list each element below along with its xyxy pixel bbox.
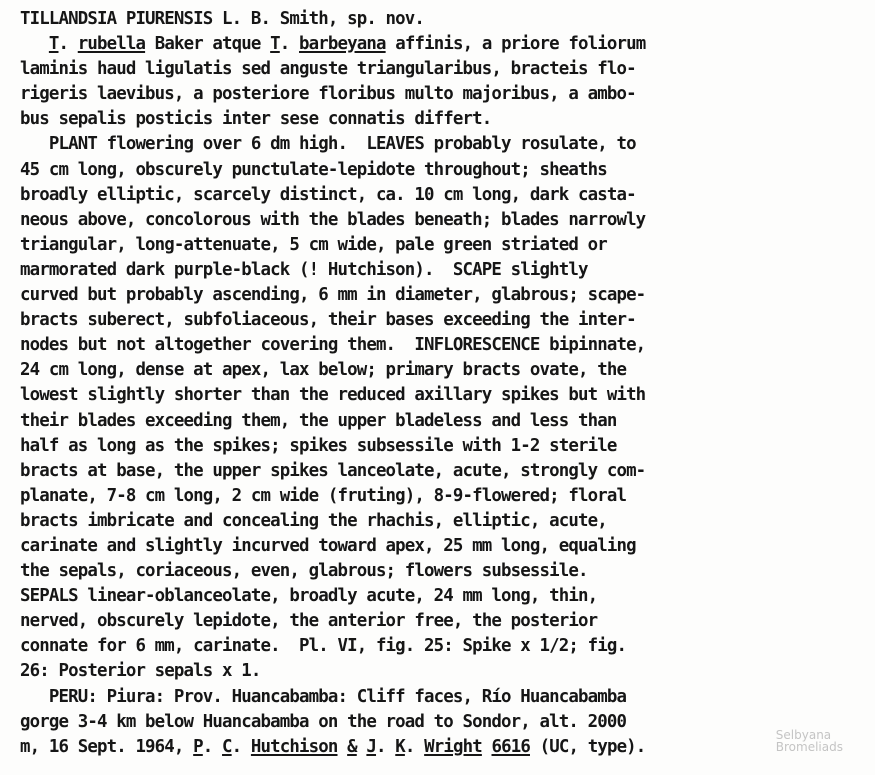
text-segment: planate, 7-8 cm long, 2 cm wide (fruting), 8-9-flowered; floral xyxy=(20,485,627,506)
underlined-text: K xyxy=(395,736,405,757)
text-line xyxy=(20,659,870,684)
text-line xyxy=(20,534,870,559)
text-line xyxy=(20,183,870,208)
text-segment: bracts at base, the upper spikes lanceolate, acute, strongly com- xyxy=(20,460,646,481)
text-line xyxy=(20,484,870,509)
text-segment: curved but probably ascending, 6 mm in diameter, glabrous; scape- xyxy=(20,285,646,306)
text-segment: 45 cm long, obscurely punctulate-lepidote throughout; sheaths xyxy=(20,159,607,180)
text-segment: PERU: Piura: Prov. Huancabamba: Cliff faces, Río Huancabamba xyxy=(20,686,627,707)
underlined-text: T xyxy=(48,34,59,55)
text-line xyxy=(20,685,870,710)
text-segment xyxy=(482,737,492,757)
text-line xyxy=(20,584,870,609)
text-line xyxy=(20,710,870,735)
underlined-text: P xyxy=(193,736,203,757)
text-segment xyxy=(357,737,367,757)
text-segment: 26: Posterior sepals x 1. xyxy=(20,661,261,682)
text-segment: 24 cm long, dense at apex, lax below; primary bracts ovate, the xyxy=(20,360,627,381)
text-line xyxy=(20,634,870,659)
underlined-text: T xyxy=(270,34,280,55)
text-segment: PLANT flowering over 6 dm high. LEAVES probably rosulate, to xyxy=(20,134,636,155)
text-line xyxy=(20,509,870,534)
watermark-line-2: Bromeliads xyxy=(775,740,843,754)
text-segment: bracts imbricate and concealing the rhachis, elliptic, acute, xyxy=(20,510,607,531)
text-segment: . xyxy=(231,736,251,757)
text-line xyxy=(20,735,870,760)
text-segment: rigeris laevibus, a posteriore floribus multo majoribus, a ambo- xyxy=(20,84,636,105)
text-line xyxy=(20,107,870,132)
text-segment: triangular, long-attenuate, 5 cm wide, pale green striated or xyxy=(20,234,607,255)
underlined-text: rubella xyxy=(77,34,146,55)
text-segment: . xyxy=(58,34,78,55)
text-segment: gorge 3-4 km below Huancabamba on the road to Sondor, alt. 2000 xyxy=(20,711,627,732)
text-line xyxy=(20,158,870,183)
underlined-text: 6616 xyxy=(491,736,530,757)
text-segment: . xyxy=(376,736,396,757)
watermark xyxy=(776,729,843,753)
text-segment: SEPALS linear-oblanceolate, broadly acute, 24 mm long, thin, xyxy=(20,586,598,607)
text-segment: lowest slightly shorter than the reduced axillary spikes but with xyxy=(20,385,646,406)
species-description-text xyxy=(20,7,870,760)
underlined-text: & xyxy=(347,736,357,757)
text-line xyxy=(20,308,870,333)
text-line xyxy=(20,258,870,283)
text-segment: laminis haud ligulatis sed anguste triangularibus, bracteis flo- xyxy=(20,59,636,80)
text-segment: carinate and slightly incurved toward apex, 25 mm long, equaling xyxy=(20,535,636,556)
text-line xyxy=(20,383,870,408)
text-segment: nerved, obscurely lepidote, the anterior free, the posterior xyxy=(20,611,598,632)
underlined-text: Hutchison xyxy=(250,736,338,757)
text-line xyxy=(20,208,870,233)
text-segment: bracts suberect, subfoliaceous, their bases exceeding the inter- xyxy=(20,310,636,331)
text-segment: nodes but not altogether covering them. INFLORESCENCE bipinnate, xyxy=(20,335,646,356)
text-line xyxy=(20,333,870,358)
text-segment xyxy=(20,34,49,54)
text-line xyxy=(20,609,870,634)
underlined-text: Wright xyxy=(424,736,482,757)
text-line xyxy=(20,409,870,434)
watermark-line-1: Selbyana xyxy=(775,728,832,742)
underlined-text: barbeyana xyxy=(299,34,386,55)
text-line xyxy=(20,57,870,82)
text-line xyxy=(20,559,870,584)
text-line xyxy=(20,233,870,258)
underlined-text: C xyxy=(222,736,232,757)
text-segment: marmorated dark purple-black (! Hutchison). SCAPE slightly xyxy=(20,259,588,280)
text-line xyxy=(20,32,870,57)
text-line xyxy=(20,82,870,107)
text-segment: Baker atque xyxy=(145,34,271,55)
text-segment: bus sepalis posticis inter sese connatis differt. xyxy=(20,109,492,130)
text-segment: neous above, concolorous with the blades beneath; blades narrowly xyxy=(20,209,646,230)
text-segment xyxy=(338,737,348,757)
text-segment: . xyxy=(279,34,300,55)
text-line xyxy=(20,459,870,484)
text-segment: affinis, a priore foliorum xyxy=(385,34,646,55)
text-segment: connate for 6 mm, carinate. Pl. VI, fig. 25: Spike x 1/2; fig. xyxy=(20,636,627,657)
text-line xyxy=(20,358,870,383)
underlined-text: J xyxy=(366,736,377,757)
text-line xyxy=(20,283,870,308)
text-segment: half as long as the spikes; spikes subsessile with 1-2 sterile xyxy=(20,435,617,456)
text-segment: TILLANDSIA PIURENSIS L. B. Smith, sp. nov. xyxy=(20,9,425,29)
text-segment: . xyxy=(202,736,223,757)
text-segment: their blades exceeding them, the upper bladeless and less than xyxy=(20,410,617,431)
text-line xyxy=(20,132,870,157)
text-segment: the sepals, coriaceous, even, glabrous; flowers subsessile. xyxy=(20,561,588,582)
text-segment: . xyxy=(404,736,425,757)
text-line xyxy=(20,434,870,459)
text-line xyxy=(20,7,870,32)
text-segment: (UC, type). xyxy=(529,736,646,757)
text-segment: m, 16 Sept. 1964, xyxy=(20,736,194,757)
text-segment: broadly elliptic, scarcely distinct, ca. 10 cm long, dark casta- xyxy=(20,184,636,205)
